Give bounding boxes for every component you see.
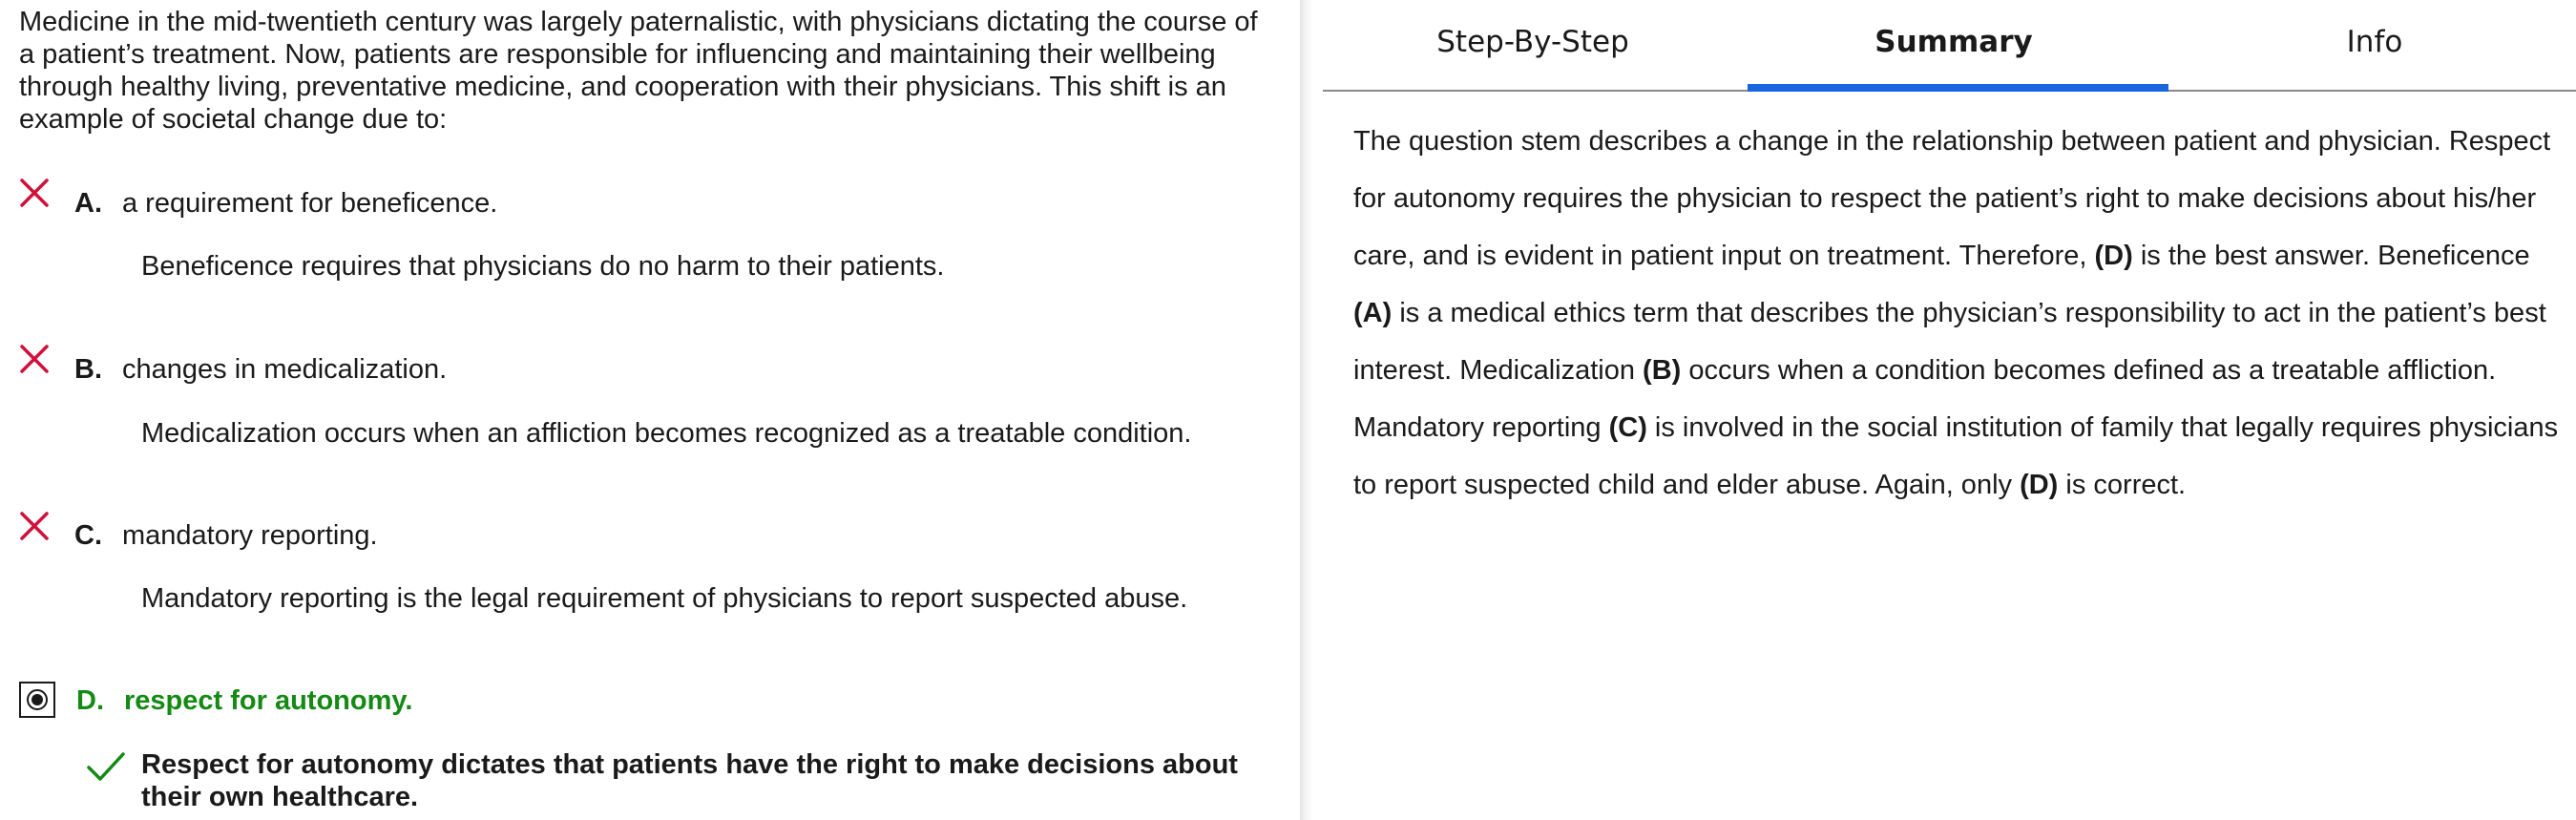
option-text: a requirement for beneficence.: [122, 188, 498, 219]
option-explanation: Respect for autonomy dictates that patients have the right to make decisions about their own healthcare.: [141, 749, 1238, 812]
pane-divider[interactable]: [1300, 0, 1313, 820]
summary-text: The question stem describes a change in the relationship between patient and physician. Respect for autonomy requires the physician to respect the patient’s right to make decisions about his/her care, and is evident in patient input on treatment. Therefore, (D) is the best answer. Beneficence (A) is a medical ethics term that describes the physician’s responsibility to act in the patient’s best interest. Medicalization (B) occurs when a condition becomes defined as a treatable affliction. Mandatory reporting (C) is involved in the social institution of family that legally requires physicians to report suspected child and elder abuse. Again, only (D) is correct.: [1353, 126, 2559, 500]
radio-selected-icon[interactable]: [19, 682, 55, 718]
checkmark-icon: [86, 750, 126, 783]
tab-bar: [1323, 0, 2576, 92]
x-mark-icon: [19, 178, 50, 208]
option-explanation: Beneficence requires that physicians do no harm to their patients.: [141, 251, 945, 282]
option-text: respect for autonomy.: [124, 685, 413, 716]
active-tab-indicator: [1748, 84, 2168, 92]
question-stem: Medicine in the mid-twentieth century was largely paternalistic, with physicians dictating the course of a patient’s treatment. Now, patients are responsible for influencing and maintaining their wellbeing through healthy living, preventative medicine, and cooperation with their physicians. This shift is an example of societal change due to:: [19, 7, 1258, 135]
option-text: changes in medicalization.: [122, 354, 448, 385]
option-letter: B.: [74, 354, 102, 385]
option-explanation: Mandatory reporting is the legal requirement of physicians to report suspected abuse.: [141, 583, 1188, 614]
x-mark-icon: [19, 511, 50, 541]
tab-info[interactable]: Info: [2346, 25, 2403, 59]
x-mark-icon: [19, 344, 50, 374]
explanation-pane: [1313, 0, 2576, 820]
option-explanation: Medicalization occurs when an affliction becomes recognized as a treatable condition.: [141, 418, 1192, 449]
option-letter: A.: [74, 188, 102, 219]
option-letter: C.: [74, 520, 102, 551]
option-text: mandatory reporting.: [122, 520, 378, 551]
tab-step-by-step[interactable]: Step-By-Step: [1436, 25, 1629, 59]
option-letter: D.: [76, 685, 104, 716]
tab-summary[interactable]: Summary: [1874, 25, 2033, 59]
